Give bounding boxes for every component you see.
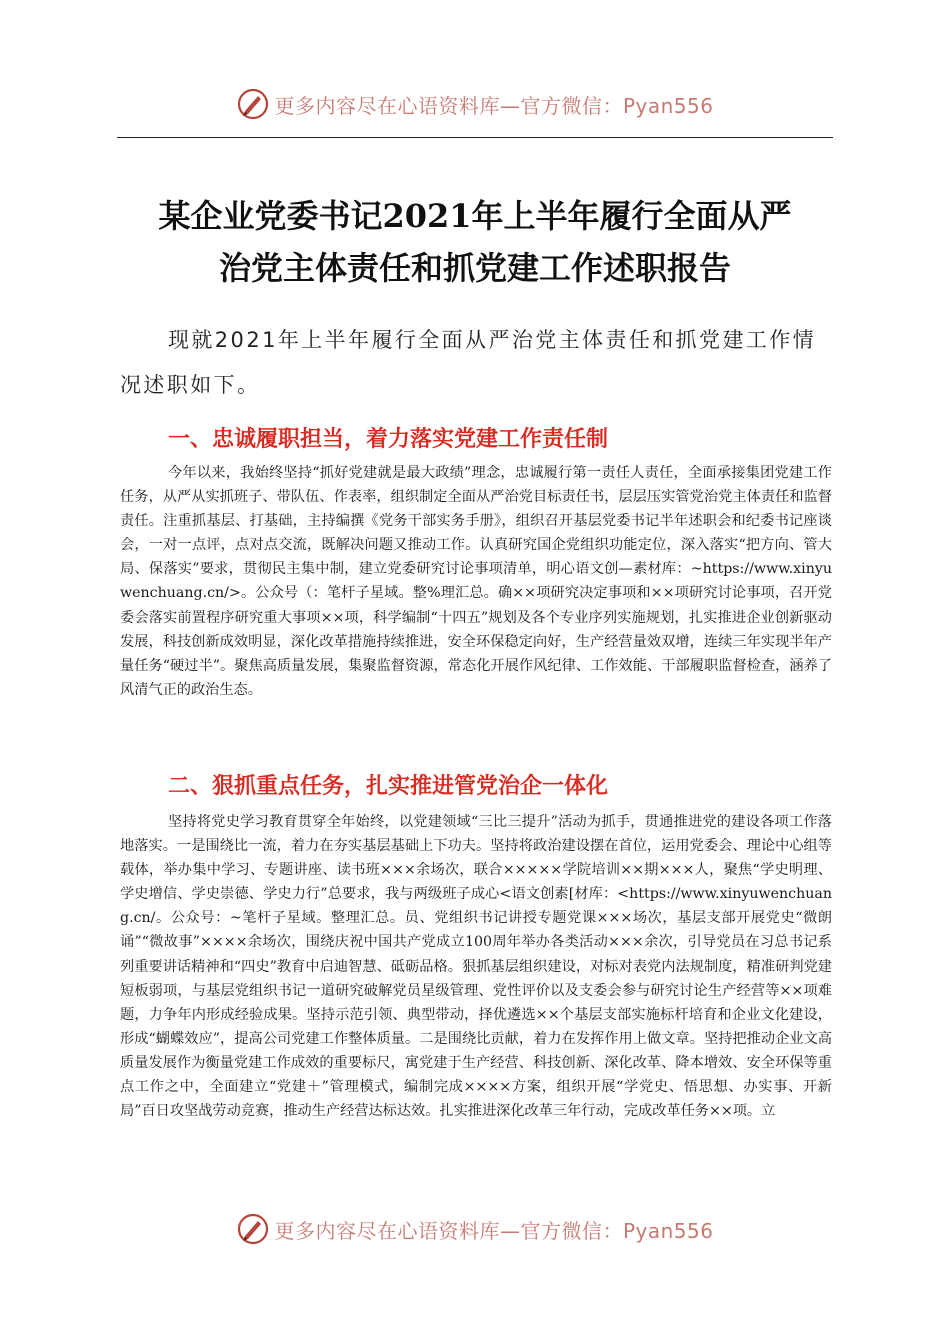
- section-body-1: 今年以来，我始终坚持“抓好党建就是最大政绩”理念，忠诚履行第一责任人责任，全面承接集团党建工作任务，从严从实抓班子、带队伍、作表率，组织制定全面从严治党目标责任书，层层压实管党治党主体责任和监督责任。注重抓基层、打基础，主持编撰《党务干部实务手册》，组织召开基层党委书记半年述职会和纪委书记座谈会，一对一点评，点对点交流，既解决问题又推动工作。认真研究国企党组织功能定位，深入落实“把方向、管大局、保落实”要求，贯彻民主集中制，建立党委研究讨论事项清单，明心语文创—素材库：~https://www.xinyuwenchuang.cn/>。公众号（：笔杆子星域。整%理汇总。确××项研究决定事项和××项研究讨论事项，召开党委会落实前置程序研究重大事项××项，科学编制“十四五”规划及各个专业序列实施规划，扎实推进企业创新驱动发展，科技创新成效明显，深化改革措施持续推进，安全环保稳定向好，生产经营量效双增，连续三年实现半年产量任务“硬过半”。聚焦高质量发展，集聚监督资源，常态化开展作风纪律、工作效能、干部履职监督检查，涵养了风清气正的政治生态。: [120, 465, 832, 698]
- pen-logo-icon: [236, 87, 270, 121]
- banner-text: 更多内容尽在心语资料库—官方微信：Pyan556: [274, 1218, 714, 1243]
- section-body-2: 坚持将党史学习教育贯穿全年始终，以党建领域“三比三提升”活动为抓手，贯通推进党的建设各项工作落地落实。一是围绕比一流，着力在夯实基层基础上下功夫。坚持将政治建设摆在首位，运用党委会、理论中心组等载体，举办集中学习、专题讲座、读书班×××余场次，联合×××××学院培训××期×××人，聚焦“学史明理、学史增信、学史崇德、学史力行”总要求，我与两级班子成心<语文创素[材库：<https://www.xinyuwenchuang.cn/。公众号：~笔杆子星域。整理汇总。员、党组织书记讲授专题党课×××场次，基层支部开展党史“微朗诵”“微故事”××××余场次，围绕庆祝中国共产党成立100周年举办各类活动×××余次，引导党员在习总书记系列重要讲话精神和“四史”教育中启迪智慧、砥砺品格。狠抓基层组织建设，对标对表党内法规制度，精准研判党建短板弱项，与基层党组织书记一道研究破解党员星级管理、党性评价以及支委会参与研究讨论生产经营等××项难题，力争年内形成经验成果。坚持示范引领、典型带动，择优遴选××个基层支部实施标杆培育和企业文化建设，形成“蝴蝶效应”，提高公司党建工作整体质量。二是围绕比贡献，着力在发挥作用上做文章。坚持把推动企业文高质量发展作为衡量党建工作成效的重要标尺，寓党建于生产经营、科技创新、深化改革、降本增效、安全环保等重点工作之中，全面建立“党建＋”管理模式，编制完成××××方案，组织开展“学党史、悟思想、办实事、开新局”百日攻坚战劳动竞赛，推动生产经营达标达效。扎实推进深化改革三年行动，完成改革任务××项。立: [120, 814, 832, 1120]
- title-line-2: 治党主体责任和抓党建工作述职报告: [218, 249, 731, 287]
- banner-text: 更多内容尽在心语资料库—官方微信：Pyan556: [274, 93, 714, 118]
- pen-logo-icon: [236, 1212, 270, 1246]
- header-divider: [117, 137, 833, 138]
- section-heading-1: 一、忠诚履职担当，着力落实党建工作责任制: [168, 427, 609, 452]
- footer-banner: [0, 1209, 950, 1249]
- intro-paragraph: 现就2021年上半年履行全面从严治党主体责任和抓党建工作情况述职如下。: [120, 328, 817, 397]
- header-banner: [0, 84, 950, 124]
- section-heading-2: 二、狠抓重点任务，扎实推进管党治企一体化: [168, 774, 609, 799]
- page-title: [110, 190, 840, 294]
- title-line-1: 某企业党委书记2021年上半年履行全面从严: [158, 197, 792, 235]
